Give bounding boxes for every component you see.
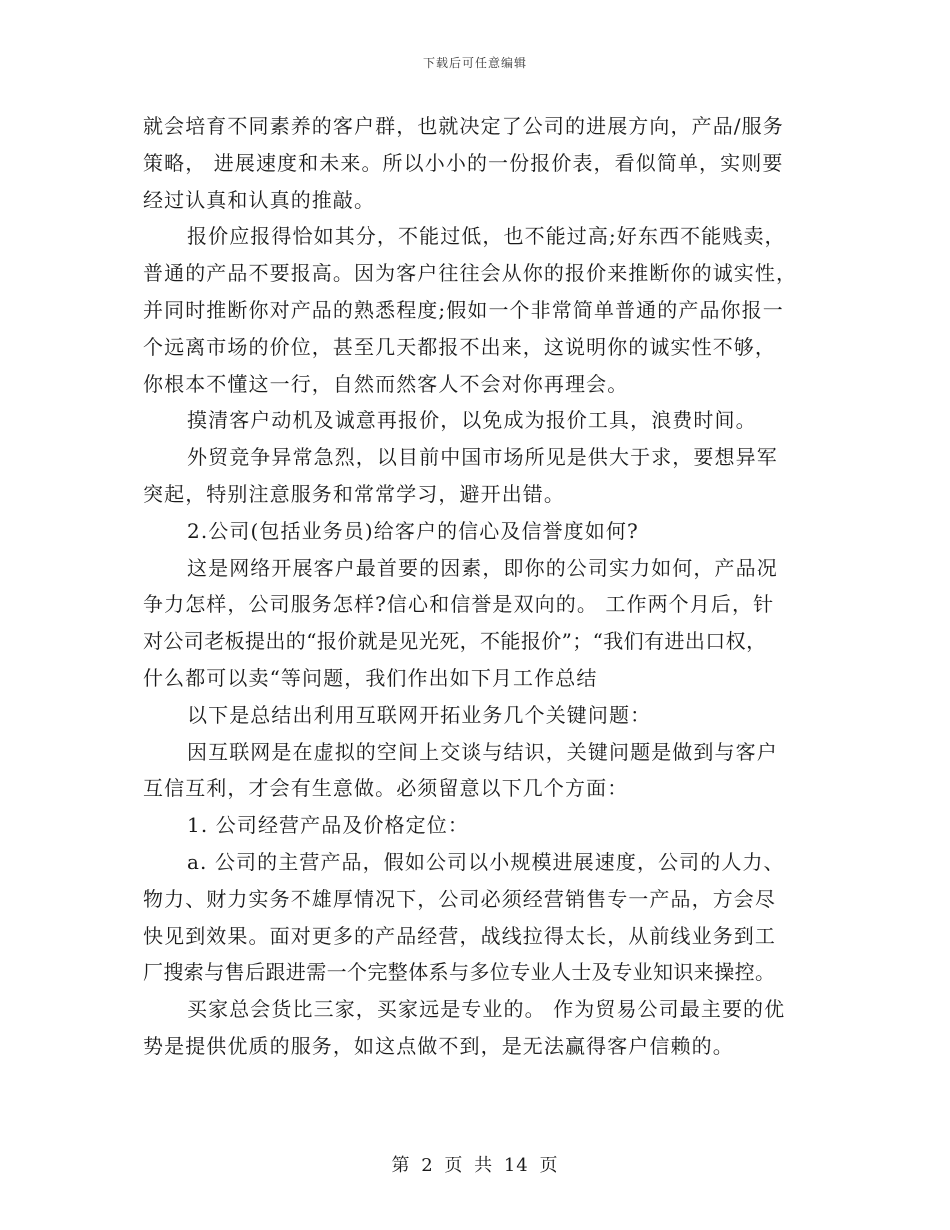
text-line: 策略， 进展速度和未来。所以小小的一份报价表，看似简单，实则要 <box>143 150 784 175</box>
text-line: 什么都可以卖“等问题，我们作出如下月工作总结 <box>143 665 598 690</box>
text-line: 这是网络开展客户最首要的因素，即你的公司实力如何，产品况 <box>187 555 778 580</box>
text-line: 突起，特别注意服务和常常学习，避开出错。 <box>143 481 565 506</box>
text-line: 普通的产品不要报高。因为客户往往会从你的报价来推断你的诚实性， <box>143 261 798 286</box>
text-line: 快见到效果。面对更多的产品经营，战线拉得太长，从前线业务到工 <box>143 923 776 948</box>
text-line: 互信互利，才会有生意做。必须留意以下几个方面： <box>143 776 629 801</box>
text-line: 因互联网是在虚拟的空间上交谈与结识，关键问题是做到与客户 <box>187 739 778 764</box>
page-header: 下载后可任意编辑 <box>422 56 527 70</box>
text-line: 报价应报得恰如其分，不能过低，也不能过高;好东西不能贱卖， <box>187 224 786 249</box>
text-line: 1. 公司经营产品及价格定位： <box>187 813 469 838</box>
page-number-footer: 第 2 页 共 14 页 <box>391 1155 559 1176</box>
text-line: 买家总会货比三家，买家远是专业的。 作为贸易公司最主要的优 <box>187 997 786 1022</box>
text-line: 并同时推断你对产品的熟悉程度;假如一个非常简单普通的产品你报一 <box>143 297 784 322</box>
text-line: 对公司老板提出的“报价就是见光死，不能报价”；“我们有进出口权， <box>143 629 767 654</box>
text-line: 外贸竞争异常急烈，以目前中国市场所见是供大于求，要想异军 <box>187 445 778 470</box>
text-line: 以下是总结出利用互联网开拓业务几个关键问题： <box>187 702 652 727</box>
text-line: 经过认真和认真的推敲。 <box>143 187 376 212</box>
text-line: 就会培育不同素养的客户群，也就决定了公司的进展方向，产品/服务 <box>143 114 784 138</box>
text-line: 2.公司(包括业务员)给客户的信心及信誉度如何? <box>187 518 639 543</box>
document-body <box>143 108 833 1065</box>
text-line: 物力、财力实务不雄厚情况下，公司必须经营销售专一产品，方会尽 <box>143 886 776 911</box>
text-line: 厂搜索与售后跟进需一个完整体系与多位专业人士及专业知识来操控。 <box>143 960 776 985</box>
text-line: a. 公司的主营产品，假如公司以小规模进展速度，公司的人力、 <box>187 849 785 874</box>
text-line: 摸清客户动机及诚意再报价，以免成为报价工具，浪费时间。 <box>187 408 757 433</box>
text-line: 个远离市场的价位，甚至几天都报不出来，这说明你的诚实性不够， <box>143 334 776 359</box>
text-line: 争力怎样，公司服务怎样?信心和信誉是双向的。 工作两个月后，针 <box>143 592 775 617</box>
text-line: 你根本不懂这一行，自然而然客人不会对你再理会。 <box>143 371 629 396</box>
text-line: 势是提供优质的服务，如这点做不到，是无法赢得客户信赖的。 <box>143 1033 734 1058</box>
